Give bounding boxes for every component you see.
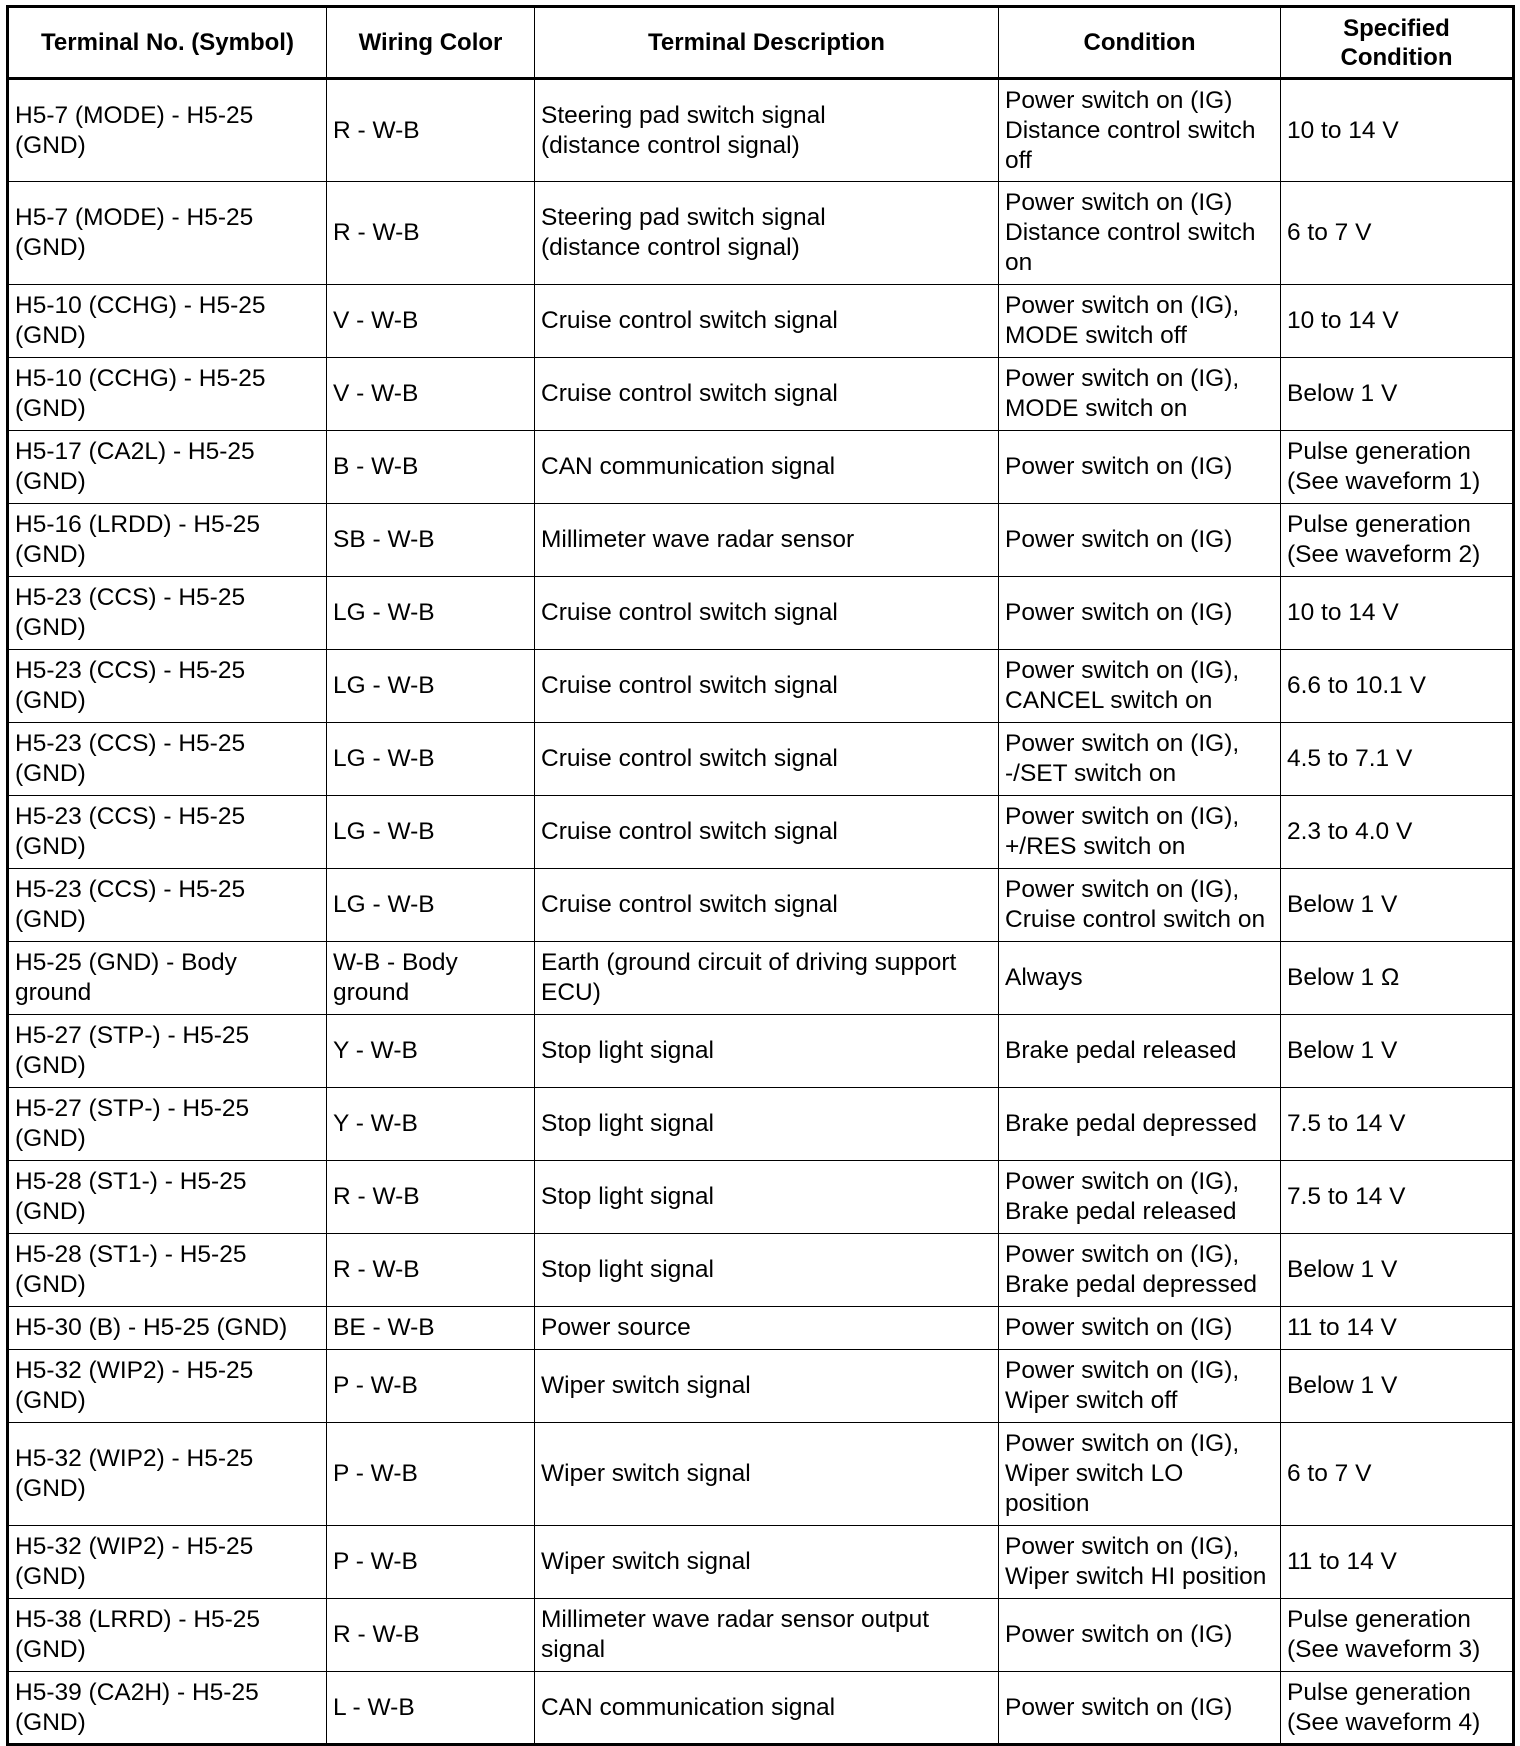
cell-specified-condition: 11 to 14 V — [1281, 1307, 1514, 1350]
header-terminal-description: Terminal Description — [535, 7, 999, 79]
cell-specified-condition: Pulse generation (See waveform 1) — [1281, 431, 1514, 504]
cell-condition: Power switch on (IG), -/SET switch on — [999, 723, 1281, 796]
cell-wiring-color: P - W-B — [327, 1526, 535, 1599]
table-row — [8, 1234, 1514, 1307]
cell-terminal-no: H5-32 (WIP2) - H5-25 (GND) — [8, 1423, 327, 1526]
cell-specified-condition: 7.5 to 14 V — [1281, 1088, 1514, 1161]
cell-wiring-color: LG - W-B — [327, 869, 535, 942]
cell-terminal-description: Stop light signal — [535, 1015, 999, 1088]
cell-specified-condition: Below 1 V — [1281, 869, 1514, 942]
cell-specified-condition: Pulse generation (See waveform 3) — [1281, 1599, 1514, 1672]
header-condition: Condition — [999, 7, 1281, 79]
table-row — [8, 1350, 1514, 1423]
cell-terminal-description: CAN communication signal — [535, 1672, 999, 1745]
cell-specified-condition: 7.5 to 14 V — [1281, 1161, 1514, 1234]
cell-terminal-description: Cruise control switch signal — [535, 796, 999, 869]
cell-specified-condition: Pulse generation (See waveform 2) — [1281, 504, 1514, 577]
cell-condition: Power switch on (IG), Wiper switch HI position — [999, 1526, 1281, 1599]
table-row — [8, 1088, 1514, 1161]
cell-terminal-description: Cruise control switch signal — [535, 358, 999, 431]
header-wiring-color: Wiring Color — [327, 7, 535, 79]
cell-terminal-no: H5-7 (MODE) - H5-25 (GND) — [8, 79, 327, 182]
cell-specified-condition: 6 to 7 V — [1281, 182, 1514, 285]
cell-wiring-color: B - W-B — [327, 431, 535, 504]
cell-specified-condition: 4.5 to 7.1 V — [1281, 723, 1514, 796]
cell-terminal-description: Stop light signal — [535, 1088, 999, 1161]
cell-terminal-no: H5-16 (LRDD) - H5-25 (GND) — [8, 504, 327, 577]
cell-specified-condition: Below 1 Ω — [1281, 942, 1514, 1015]
cell-condition: Always — [999, 942, 1281, 1015]
cell-condition: Power switch on (IG), +/RES switch on — [999, 796, 1281, 869]
cell-terminal-description: Stop light signal — [535, 1161, 999, 1234]
cell-condition: Power switch on (IG) — [999, 504, 1281, 577]
terminal-table-container — [6, 5, 1512, 1735]
terminal-table — [6, 5, 1515, 1746]
cell-terminal-no: H5-30 (B) - H5-25 (GND) — [8, 1307, 327, 1350]
cell-terminal-description: Steering pad switch signal (distance control signal) — [535, 182, 999, 285]
cell-terminal-description: Cruise control switch signal — [535, 650, 999, 723]
cell-terminal-no: H5-25 (GND) - Body ground — [8, 942, 327, 1015]
cell-terminal-description: Wiper switch signal — [535, 1423, 999, 1526]
cell-specified-condition: Below 1 V — [1281, 1015, 1514, 1088]
cell-condition: Power switch on (IG), CANCEL switch on — [999, 650, 1281, 723]
table-body — [8, 79, 1514, 1745]
table-row — [8, 1161, 1514, 1234]
table-header-row — [8, 7, 1514, 79]
cell-specified-condition: 10 to 14 V — [1281, 79, 1514, 182]
cell-terminal-no: H5-38 (LRRD) - H5-25 (GND) — [8, 1599, 327, 1672]
cell-condition: Power switch on (IG) — [999, 1599, 1281, 1672]
cell-specified-condition: Below 1 V — [1281, 358, 1514, 431]
cell-wiring-color: R - W-B — [327, 1599, 535, 1672]
cell-wiring-color: P - W-B — [327, 1423, 535, 1526]
table-row — [8, 182, 1514, 285]
cell-terminal-no: H5-23 (CCS) - H5-25 (GND) — [8, 650, 327, 723]
cell-wiring-color: W-B - Body ground — [327, 942, 535, 1015]
table-row — [8, 1015, 1514, 1088]
cell-wiring-color: LG - W-B — [327, 650, 535, 723]
cell-terminal-no: H5-23 (CCS) - H5-25 (GND) — [8, 869, 327, 942]
cell-wiring-color: R - W-B — [327, 182, 535, 285]
cell-condition: Power switch on (IG), MODE switch on — [999, 358, 1281, 431]
table-row — [8, 1672, 1514, 1745]
cell-terminal-description: Millimeter wave radar sensor — [535, 504, 999, 577]
cell-condition: Power switch on (IG) — [999, 1307, 1281, 1350]
cell-condition: Power switch on (IG), MODE switch off — [999, 285, 1281, 358]
cell-specified-condition: 2.3 to 4.0 V — [1281, 796, 1514, 869]
cell-terminal-description: Stop light signal — [535, 1234, 999, 1307]
table-row — [8, 650, 1514, 723]
cell-specified-condition: 6 to 7 V — [1281, 1423, 1514, 1526]
cell-terminal-description: Cruise control switch signal — [535, 723, 999, 796]
cell-terminal-description: Power source — [535, 1307, 999, 1350]
table-row — [8, 796, 1514, 869]
cell-terminal-no: H5-39 (CA2H) - H5-25 (GND) — [8, 1672, 327, 1745]
table-row — [8, 358, 1514, 431]
cell-condition: Brake pedal depressed — [999, 1088, 1281, 1161]
cell-terminal-no: H5-23 (CCS) - H5-25 (GND) — [8, 723, 327, 796]
cell-wiring-color: SB - W-B — [327, 504, 535, 577]
cell-terminal-no: H5-23 (CCS) - H5-25 (GND) — [8, 577, 327, 650]
cell-terminal-no: H5-28 (ST1-) - H5-25 (GND) — [8, 1234, 327, 1307]
header-specified-condition: Specified Condition — [1281, 7, 1514, 79]
table-row — [8, 285, 1514, 358]
cell-condition: Power switch on (IG) — [999, 431, 1281, 504]
table-row — [8, 504, 1514, 577]
table-row — [8, 431, 1514, 504]
header-terminal-no: Terminal No. (Symbol) — [8, 7, 327, 79]
cell-condition: Brake pedal released — [999, 1015, 1281, 1088]
cell-condition: Power switch on (IG), Brake pedal depressed — [999, 1234, 1281, 1307]
table-row — [8, 1307, 1514, 1350]
cell-terminal-no: H5-23 (CCS) - H5-25 (GND) — [8, 796, 327, 869]
cell-terminal-description: Millimeter wave radar sensor output signal — [535, 1599, 999, 1672]
cell-terminal-description: Cruise control switch signal — [535, 285, 999, 358]
table-row — [8, 869, 1514, 942]
cell-wiring-color: LG - W-B — [327, 577, 535, 650]
cell-wiring-color: Y - W-B — [327, 1088, 535, 1161]
table-row — [8, 723, 1514, 796]
cell-terminal-no: H5-32 (WIP2) - H5-25 (GND) — [8, 1526, 327, 1599]
cell-terminal-no: H5-32 (WIP2) - H5-25 (GND) — [8, 1350, 327, 1423]
cell-wiring-color: R - W-B — [327, 1161, 535, 1234]
table-row — [8, 942, 1514, 1015]
cell-terminal-no: H5-10 (CCHG) - H5-25 (GND) — [8, 285, 327, 358]
cell-terminal-description: CAN communication signal — [535, 431, 999, 504]
table-row — [8, 1526, 1514, 1599]
cell-terminal-description: Wiper switch signal — [535, 1350, 999, 1423]
cell-terminal-description: Steering pad switch signal (distance control signal) — [535, 79, 999, 182]
cell-condition: Power switch on (IG), Cruise control switch on — [999, 869, 1281, 942]
cell-terminal-description: Cruise control switch signal — [535, 869, 999, 942]
cell-terminal-no: H5-27 (STP-) - H5-25 (GND) — [8, 1088, 327, 1161]
cell-terminal-no: H5-17 (CA2L) - H5-25 (GND) — [8, 431, 327, 504]
cell-condition: Power switch on (IG), Wiper switch off — [999, 1350, 1281, 1423]
cell-wiring-color: P - W-B — [327, 1350, 535, 1423]
cell-terminal-description: Cruise control switch signal — [535, 577, 999, 650]
cell-condition: Power switch on (IG) — [999, 577, 1281, 650]
cell-terminal-description: Wiper switch signal — [535, 1526, 999, 1599]
cell-terminal-no: H5-10 (CCHG) - H5-25 (GND) — [8, 358, 327, 431]
cell-wiring-color: Y - W-B — [327, 1015, 535, 1088]
cell-wiring-color: BE - W-B — [327, 1307, 535, 1350]
cell-specified-condition: Pulse generation (See waveform 4) — [1281, 1672, 1514, 1745]
cell-specified-condition: 10 to 14 V — [1281, 285, 1514, 358]
table-header — [8, 7, 1514, 79]
table-row — [8, 1423, 1514, 1526]
cell-specified-condition: 10 to 14 V — [1281, 577, 1514, 650]
cell-condition: Power switch on (IG) Distance control switch on — [999, 182, 1281, 285]
cell-wiring-color: V - W-B — [327, 358, 535, 431]
cell-condition: Power switch on (IG), Brake pedal released — [999, 1161, 1281, 1234]
cell-specified-condition: Below 1 V — [1281, 1350, 1514, 1423]
table-row — [8, 79, 1514, 182]
cell-wiring-color: LG - W-B — [327, 723, 535, 796]
cell-wiring-color: LG - W-B — [327, 796, 535, 869]
cell-wiring-color: R - W-B — [327, 79, 535, 182]
cell-wiring-color: V - W-B — [327, 285, 535, 358]
cell-specified-condition: 6.6 to 10.1 V — [1281, 650, 1514, 723]
cell-condition: Power switch on (IG) — [999, 1672, 1281, 1745]
cell-terminal-no: H5-28 (ST1-) - H5-25 (GND) — [8, 1161, 327, 1234]
cell-terminal-no: H5-7 (MODE) - H5-25 (GND) — [8, 182, 327, 285]
cell-terminal-no: H5-27 (STP-) - H5-25 (GND) — [8, 1015, 327, 1088]
cell-specified-condition: 11 to 14 V — [1281, 1526, 1514, 1599]
cell-condition: Power switch on (IG) Distance control switch off — [999, 79, 1281, 182]
cell-specified-condition: Below 1 V — [1281, 1234, 1514, 1307]
cell-condition: Power switch on (IG), Wiper switch LO position — [999, 1423, 1281, 1526]
table-row — [8, 1599, 1514, 1672]
cell-wiring-color: L - W-B — [327, 1672, 535, 1745]
cell-terminal-description: Earth (ground circuit of driving support ECU) — [535, 942, 999, 1015]
table-row — [8, 577, 1514, 650]
cell-wiring-color: R - W-B — [327, 1234, 535, 1307]
